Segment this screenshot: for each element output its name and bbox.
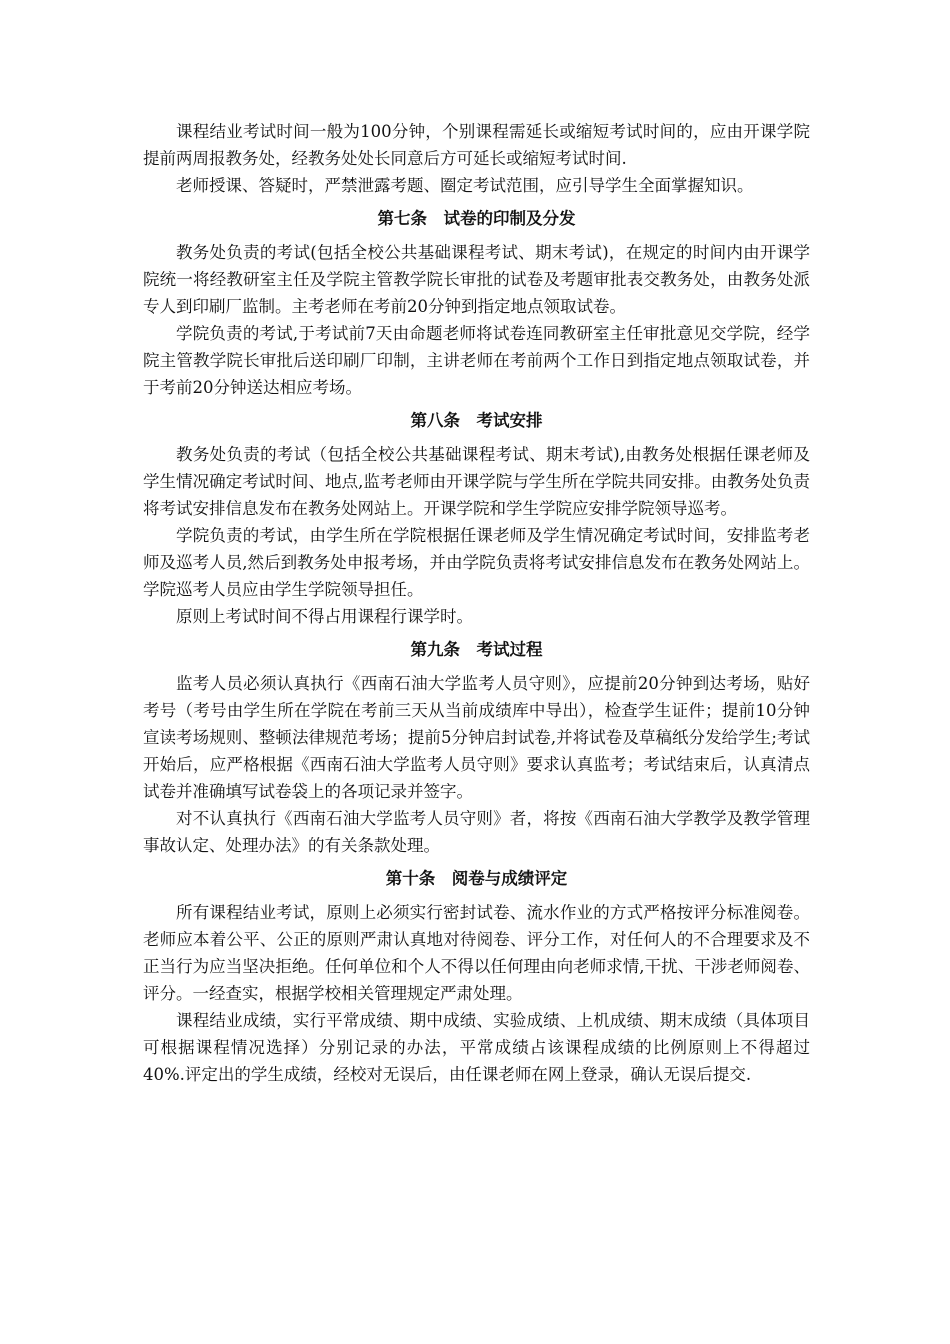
paragraph: 教务处负责的考试(包括全校公共基础课程考试、期末考试)，在规定的时间内由开课学院统一将经教研室主任及学院主管教学院长审批的试卷及考题审批表交教务处，由教务处派专人到印刷厂监制。主考老师在考前20分钟到指定地点领取试卷。: [143, 243, 810, 316]
paragraph: 监考人员必须认真执行《西南石油大学监考人员守则》，应提前20分钟到达考场，贴好考号（考号由学生所在学院在考前三天从当前成绩库中导出），检查学生证件；提前10分钟宣读考场规则、整顿法律规范考场；提前5分钟启封试卷,并将试卷及草稿纸分发给学生;考试开始后，应严格根据《西南石油大学监考人员守则》要求认真监考；考试结束后，认真清点试卷并准确填写试卷袋上的各项记录并签字。: [143, 674, 810, 801]
paragraph: 老师授课、答疑时，严禁泄露考题、圈定考试范围，应引导学生全面掌握知识。: [176, 176, 754, 195]
paragraph: 课程结业成绩，实行平常成绩、期中成绩、实验成绩、上机成绩、期末成绩（具体项目可根据课程情况选择）分别记录的办法，平常成绩占该课程成绩的比例原则上不得超过40%.评定出的学生成绩，经校对无误后，由任课老师在网上登录，确认无误后提交.: [143, 1011, 810, 1084]
paragraph: 教务处负责的考试（包括全校公共基础课程考试、期末考试),由教务处根据任课老师及学生情况确定考试时间、地点,监考老师由开课学院与学生所在学院共同安排。由教务处负责将考试安排信息发布在教务处网站上。开课学院和学生学院应安排学院领导巡考。: [143, 445, 810, 518]
article-7-heading: 第七条 试卷的印制及分发: [377, 209, 576, 228]
article-9-heading: 第九条 考试过程: [410, 640, 543, 659]
article-8-heading: 第八条 考试安排: [410, 411, 543, 430]
article-10-heading: 第十条 阅卷与成绩评定: [385, 869, 568, 888]
document-page: [143, 118, 810, 1088]
paragraph: 原则上考试时间不得占用课程行课学时。: [176, 607, 473, 626]
paragraph: 对不认真执行《西南石油大学监考人员守则》者，将按《西南石油大学教学及教学管理事故认定、处理办法》的有关条款处理。: [143, 809, 810, 855]
paragraph: 所有课程结业考试，原则上必须实行密封试卷、流水作业的方式严格按评分标准阅卷。老师应本着公平、公正的原则严肃认真地对待阅卷、评分工作，对任何人的不合理要求及不正当行为应当坚决拒绝。任何单位和个人不得以任何理由向老师求情,干扰、干涉老师阅卷、评分。一经查实，根据学校相关管理规定严肃处理。: [143, 903, 810, 1003]
paragraph: 课程结业考试时间一般为100分钟，个别课程需延长或缩短考试时间的，应由开课学院提前两周报教务处，经教务处处长同意后方可延长或缩短考试时间.: [143, 122, 810, 168]
paragraph: 学院负责的考试,于考试前7天由命题老师将试卷连同教研室主任审批意见交学院，经学院主管教学院长审批后送印刷厂印制，主讲老师在考前两个工作日到指定地点领取试卷，并于考前20分钟送达相应考场。: [143, 324, 810, 397]
paragraph: 学院负责的考试，由学生所在学院根据任课老师及学生情况确定考试时间，安排监考老师及巡考人员,然后到教务处申报考场，并由学院负责将考试安排信息发布在教务处网站上。学院巡考人员应由学生学院领导担任。: [143, 526, 810, 599]
